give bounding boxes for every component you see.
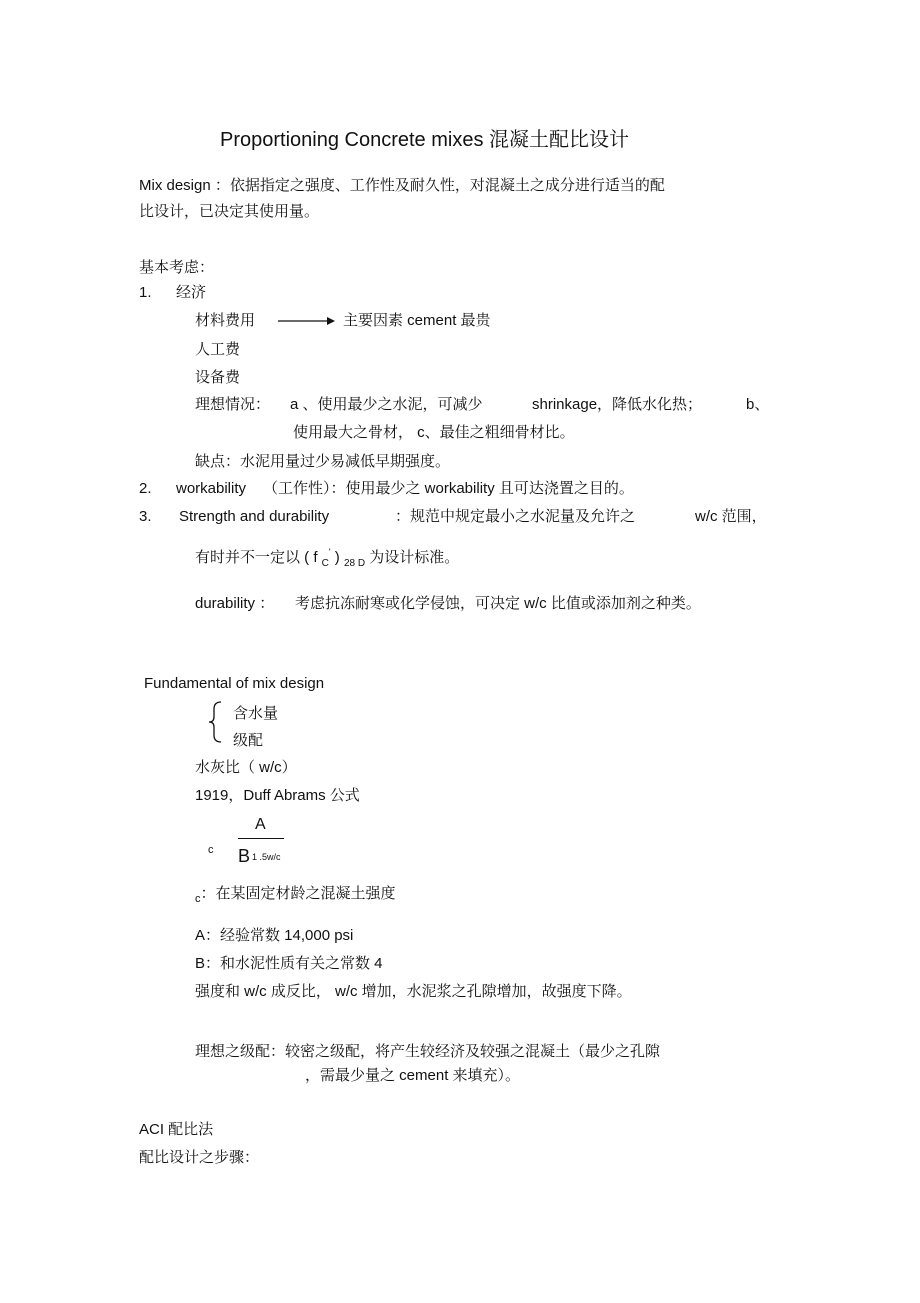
left-brace-icon <box>207 700 225 744</box>
fraction-bar <box>238 838 284 839</box>
equipment-cost: 设备费 <box>195 369 241 386</box>
formula-exponent: 1 .5w/c <box>252 852 281 862</box>
item3-line-2 <box>195 548 459 570</box>
b-definition: B：和水泥性质有关之常数 4 <box>195 955 383 972</box>
durability-label: durability ： <box>195 595 275 612</box>
strength-def-text: ：在某固定材龄之混凝土强度 <box>200 885 396 902</box>
labor-cost: 人工费 <box>195 341 241 358</box>
brace-item-grading: 级配 <box>233 732 264 749</box>
fundamental-heading: Fundamental of mix design <box>144 675 325 692</box>
fc-suffix: 为设计标准。 <box>369 549 460 566</box>
item2-number: 2. <box>139 480 152 497</box>
ideal-b: b、 <box>746 396 770 413</box>
ideal-shrinkage: shrinkage，降低水化热； <box>532 396 703 413</box>
item2-label: workability <box>176 480 247 497</box>
ideal-grading-line-1: 理想之级配：较密之级配，将产生较经济及较强之混凝土（最少之孔隙 <box>195 1043 661 1060</box>
mix-design-label: Mix design ： <box>139 177 230 194</box>
formula-denominator: B <box>238 846 251 866</box>
strength-definition <box>195 884 396 905</box>
mix-design-text-1: 依据指定之强度、工作性及耐久性，对混凝土之成分进行适当的配 <box>229 177 665 194</box>
wc-ratio: 水灰比（ w/c） <box>195 759 297 776</box>
ideal-line-2: 使用最大之骨材， c、最佳之粗细骨材比。 <box>293 424 575 441</box>
formula-c: c <box>208 844 214 856</box>
ideal-a: a 、使用最少之水泥，可减少 <box>290 396 483 413</box>
mix-design-line-1 <box>139 176 665 196</box>
brace-item-water: 含水量 <box>233 705 279 722</box>
right-arrow-icon <box>277 314 337 328</box>
defect-line: 缺点：水泥用量过少易减低早期强度。 <box>195 453 451 470</box>
page-title: Proportioning Concrete mixes 混凝土配比设计 <box>220 129 630 151</box>
fc-paren: ) <box>334 549 340 566</box>
strength-c-sub: c <box>195 893 201 905</box>
fc-subscript: C <box>321 558 329 569</box>
ideal-label: 理想情况： <box>195 396 271 413</box>
fc-prefix: 有时并不一定以 ( f <box>195 549 318 566</box>
item3-label: Strength and durability <box>179 508 330 525</box>
aci-heading: ACI 配比法 <box>139 1121 214 1138</box>
a-definition: A：经验常数 14,000 psi <box>195 927 354 944</box>
material-cost: 材料费用 <box>195 312 256 329</box>
item2-text: （工作性）：使用最少之 workability 且可达浇置之目的。 <box>263 480 634 497</box>
fc-28d: 28 D <box>343 558 366 569</box>
item1-number: 1. <box>139 284 152 301</box>
strength-relation: 强度和 w/c 成反比， w/c 增加，水泥浆之孔隙增加，故强度下降。 <box>195 983 632 1000</box>
fc-prime: ' <box>328 547 331 557</box>
material-cost-result: 主要因素 cement 最贵 <box>343 312 491 329</box>
item3-text: ：规范中规定最小之水泥量及允许之 <box>395 508 636 525</box>
durability-text: 考虑抗冻耐寒或化学侵蚀，可决定 w/c 比值或添加剂之种类。 <box>295 595 701 612</box>
formula-numerator: A <box>255 816 266 833</box>
ideal-grading-line-2: ，需最少量之 cement 来填充）。 <box>305 1067 521 1084</box>
mix-design-line-2: 比设计，已决定其使用量。 <box>139 203 320 220</box>
aci-steps: 配比设计之步骤： <box>139 1149 260 1166</box>
item3-wc: w/c 范围， <box>695 508 767 525</box>
abrams-formula-title: 1919，Duff Abrams 公式 <box>195 787 360 804</box>
item1-label: 经济 <box>176 284 207 301</box>
item3-number: 3. <box>139 508 152 525</box>
basic-heading: 基本考虑： <box>139 259 215 276</box>
